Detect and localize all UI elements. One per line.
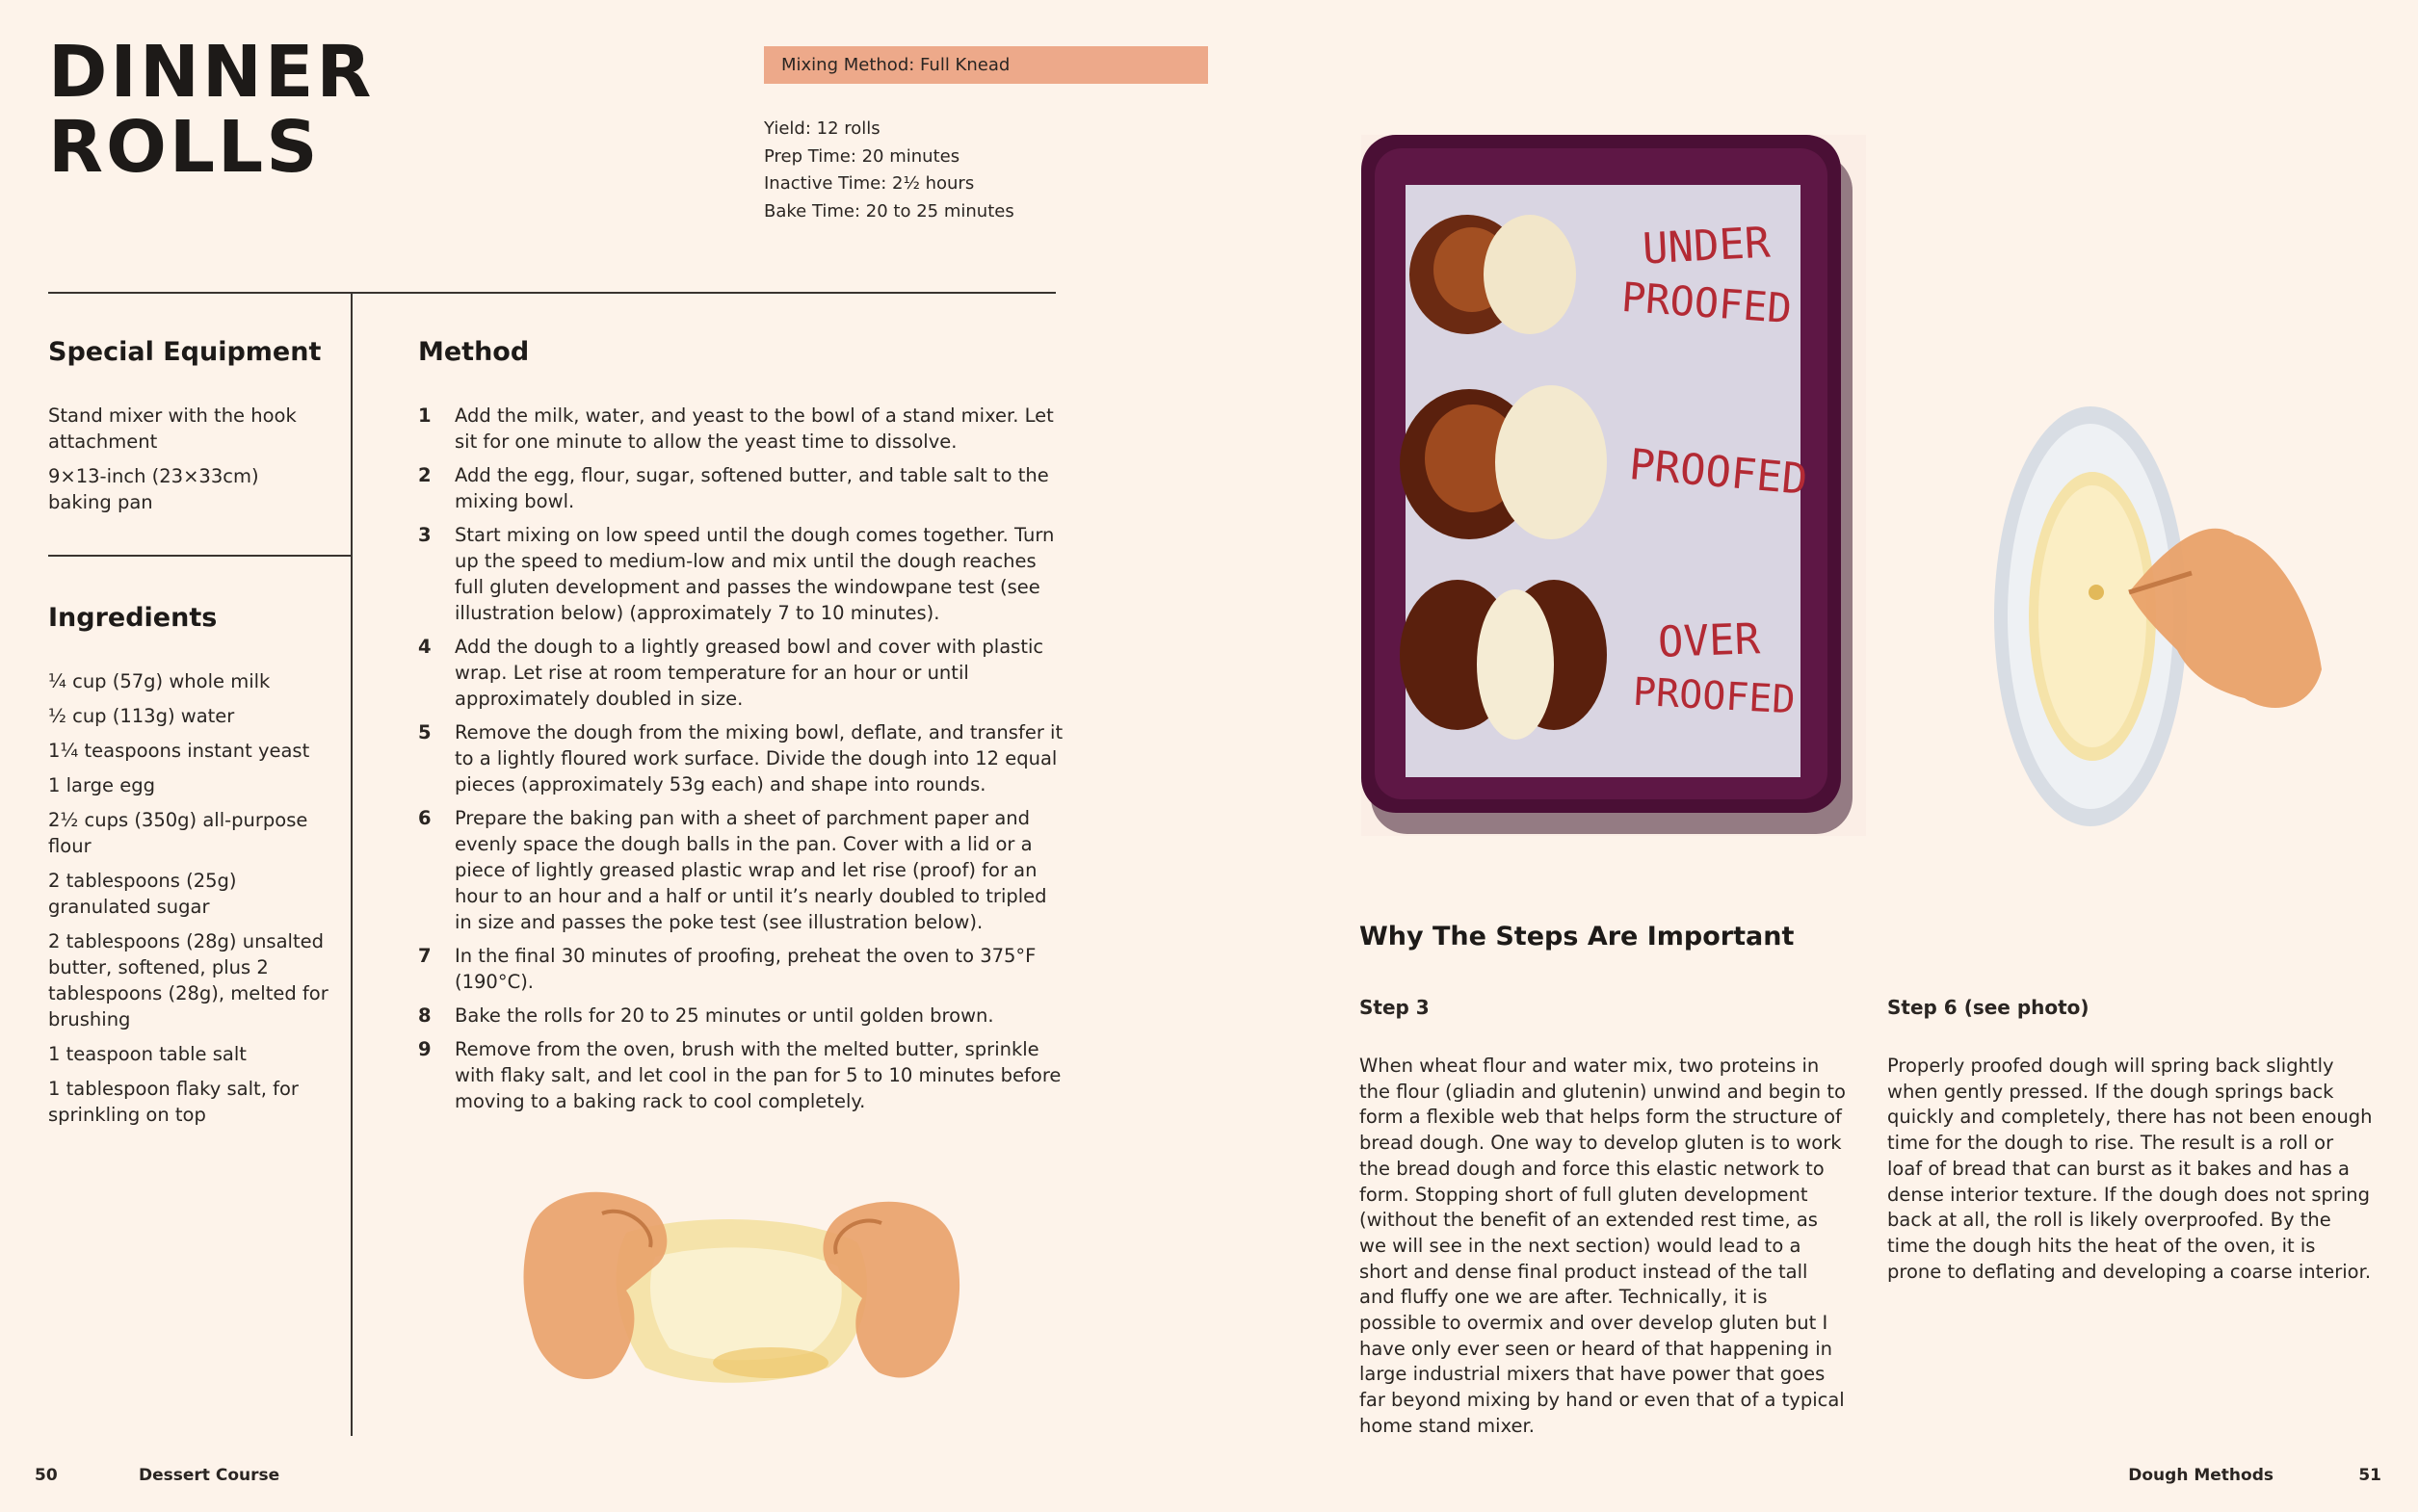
method-step [418, 403, 1065, 455]
mixing-method-badge: Mixing Method: Full Knead [764, 46, 1208, 84]
step-text: Bake the rolls for 20 to 25 minutes or until golden brown. [455, 1004, 994, 1027]
equipment-item: Stand mixer with the hook attachment [48, 404, 297, 453]
method-step [418, 719, 1065, 797]
step-text: In the final 30 minutes of proofing, preheat the oven to 375°F (190°C). [455, 945, 1037, 993]
method-step [418, 943, 1065, 995]
title-line-1: DINNER [48, 31, 375, 114]
left-section-name: Dessert Course [139, 1466, 280, 1485]
label-under-1: UNDER [1641, 218, 1772, 274]
right-section-name: Dough Methods [2128, 1466, 2273, 1485]
step3-text: When wheat flour and water mix, two proteins in the flour (gliadin and glutenin) unwind and begin to form a flexible web that helps form the structure of bread dough. One way to develop gluten is to work the bread dough and force this elastic network to form. Stopping short of full gluten development (without the benefit of an extended rest time, as we will see in the next section) would lead to a short and dense final product instead of the tall and fluffy one we are after. Technically, it is possible to overmix and over develop gluten but I have only ever seen or heard of that happening in large industrial mixers that have power that goes far beyond mixing by hand or even that of a typical home stand mixer. [1359, 1055, 1846, 1437]
poke-test-illustration [1984, 400, 2331, 833]
ingredient-item: ½ cup (113g) water [48, 705, 235, 727]
step-number: 1 [418, 404, 432, 427]
label-under-2: PROOFED [1619, 273, 1794, 333]
ingredient-item: 2 tablespoons (25g) granulated sugar [48, 870, 237, 918]
inactive-time-text: Inactive Time: 2½ hours [764, 173, 975, 194]
step-number: 7 [418, 945, 432, 967]
ingredient-item: 2½ cups (350g) all-purpose flour [48, 809, 308, 857]
label-proofed: PROOFED [1627, 440, 1810, 505]
method-step [418, 634, 1065, 712]
step-text: Remove from the oven, brush with the melted butter, sprinkle with flaky salt, and let cool in the pan for 5 to 10 minutes before moving to a baking rack to cool completely. [455, 1038, 1062, 1112]
step-text: Add the egg, flour, sugar, softened butter, and table salt to the mixing bowl. [455, 464, 1049, 512]
step-text: Start mixing on low speed until the dough comes together. Turn up the speed to medium-low and mix until the dough reaches full gluten development and passes the windowpane test (see illustration below) (approximately 7 to 10 minutes). [455, 524, 1055, 624]
recipe-meta [764, 116, 1014, 225]
method-step [418, 462, 1065, 514]
yield-text: Yield: 12 rolls [764, 118, 880, 139]
method-step [418, 522, 1065, 626]
step-number: 5 [418, 721, 432, 743]
ingredient-item: 1 large egg [48, 774, 155, 796]
ingredient-item: 1 tablespoon flaky salt, for sprinkling on top [48, 1078, 299, 1126]
step3-heading: Step 3 [1359, 996, 1430, 1019]
method-step [418, 805, 1065, 935]
right-page-number: 51 [2358, 1466, 2381, 1485]
column-divider [351, 292, 353, 1436]
left-page-number: 50 [35, 1466, 58, 1485]
ingredient-item: 1¼ teaspoons instant yeast [48, 740, 310, 762]
step-text: Add the milk, water, and yeast to the bowl of a stand mixer. Let sit for one minute to allow the yeast time to dissolve. [455, 404, 1054, 453]
title-line-2: ROLLS [48, 106, 321, 189]
label-over-2: PROOFED [1631, 669, 1797, 723]
method-steps [418, 403, 1065, 1122]
top-divider [48, 292, 1056, 294]
page-title [48, 31, 375, 189]
step-number: 8 [418, 1004, 432, 1027]
why-heading: Why The Steps Are Important [1359, 922, 1795, 952]
method-heading: Method [418, 337, 530, 367]
proofing-photo [1361, 135, 1866, 836]
ingredients-list [48, 668, 337, 1136]
ingredients-heading: Ingredients [48, 603, 218, 633]
step-number: 3 [418, 524, 432, 546]
equipment-list [48, 403, 318, 524]
step-number: 9 [418, 1038, 432, 1060]
label-over-1: OVER [1657, 614, 1761, 667]
prep-time-text: Prep Time: 20 minutes [764, 145, 960, 167]
equipment-divider [48, 555, 353, 557]
windowpane-illustration [511, 1175, 973, 1396]
step-text: Remove the dough from the mixing bowl, deflate, and transfer it to a lightly floured work surface. Divide the dough into 12 equal pieces (approximately 53g each) and shape into rounds. [455, 721, 1064, 795]
ingredient-item: 2 tablespoons (28g) unsalted butter, softened, plus 2 tablespoons (28g), melted for brushing [48, 930, 329, 1030]
bake-time-text: Bake Time: 20 to 25 minutes [764, 200, 1014, 222]
step-text: Add the dough to a lightly greased bowl and cover with plastic wrap. Let rise at room temperature for an hour or until approximately doubled in size. [455, 636, 1044, 710]
step6-heading: Step 6 (see photo) [1887, 996, 2089, 1019]
step6-text: Properly proofed dough will spring back slightly when gently pressed. If the dough springs back quickly and completely, there has not been enough time for the dough to rise. The result is a roll or loaf of bread that can burst as it bakes and has a dense interior texture. If the dough does not spring back at all, the roll is likely overproofed. By the time the dough hits the heat of the oven, it is prone to deflating and developing a coarse interior. [1887, 1055, 2373, 1283]
equipment-item: 9×13-inch (23×33cm) baking pan [48, 465, 259, 513]
ingredient-item: 1 teaspoon table salt [48, 1043, 247, 1065]
step-text: Prepare the baking pan with a sheet of parchment paper and evenly space the dough balls in the pan. Cover with a lid or a piece of lightly greased plastic wrap and let rise (proof) for an hour to an hour and a half or until it’s nearly doubled to tripled in size and passes the poke test (see illustration below). [455, 807, 1047, 933]
step-number: 2 [418, 464, 432, 486]
method-step [418, 1003, 1065, 1029]
ingredient-item: ¼ cup (57g) whole milk [48, 670, 271, 692]
step-number: 4 [418, 636, 432, 658]
equipment-heading: Special Equipment [48, 337, 322, 367]
method-step [418, 1036, 1065, 1114]
step-number: 6 [418, 807, 432, 829]
